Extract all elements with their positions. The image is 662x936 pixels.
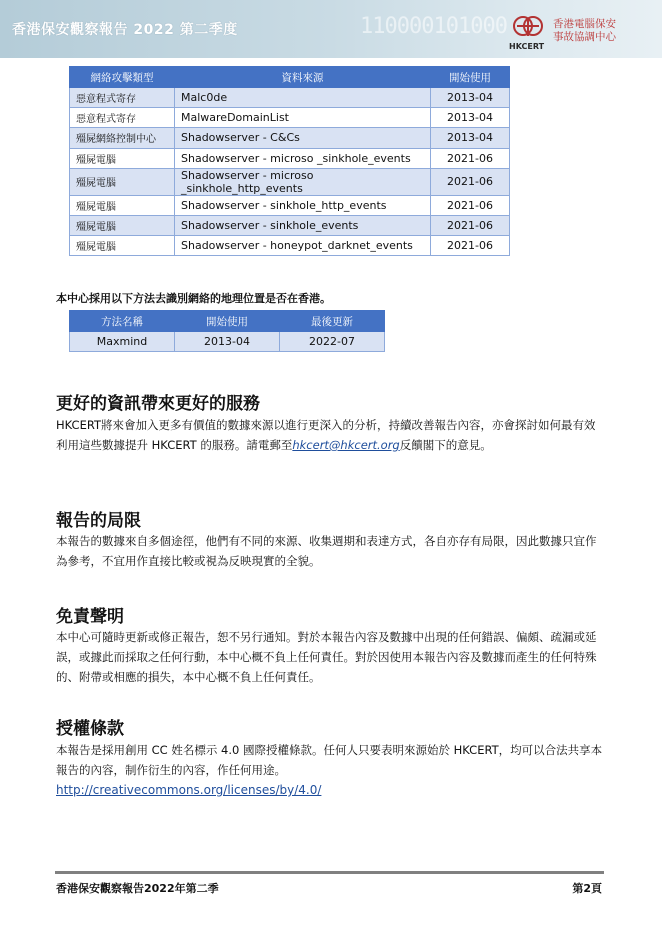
section-text-disclaimer: 本中心可隨時更新或修正報告，恕不另行通知。對於本報告內容及數據中出現的任何錯誤、偏頗、疏漏或延誤，或據此而採取之任何行動，本中心概不負上任何責任。對於因使用本報告內容及數據而產生的任何特殊的、附帶或相應的損失，本中心概不負上任何責任。 [56,630,597,684]
logo-cn-line1: 香港電腦保安 [553,18,616,30]
table-row [70,108,510,128]
cell-source: Shadowserver - microso _sinkhole_http_events [175,168,431,195]
col-header-method: 方法名稱 [70,311,175,332]
cell-attack-type: 殭屍網絡控制中心 [70,128,175,148]
table-header-row [70,311,385,332]
cell-start: 2013-04 [431,88,510,108]
logo-hkcert-text: HKCERT [509,42,545,51]
col-header-source: 資料來源 [175,67,431,88]
header-title: 香港保安觀察報告 2022 第二季度 [12,22,238,38]
cell-source: MalwareDomainList [175,108,431,128]
cell-method: Maxmind [70,332,175,352]
cell-updated: 2022-07 [280,332,385,352]
cell-start: 2021-06 [431,168,510,195]
cell-start: 2013-04 [175,332,280,352]
cell-source: Malc0de [175,88,431,108]
license-link[interactable]: http://creativecommons.org/licenses/by/4.0/ [56,783,322,797]
cell-source: Shadowserver - C&Cs [175,128,431,148]
section-heading-limitations: 報告的局限 [56,511,141,531]
cell-attack-type: 殭屍電腦 [70,195,175,215]
section-text-better-info [56,415,606,455]
footer-divider [55,871,604,874]
cell-source: Shadowserver - sinkhole_http_events [175,195,431,215]
geo-method-table [69,310,385,352]
cell-start: 2013-04 [431,108,510,128]
section-text-limitations: 本報告的數據來自多個途徑，他們有不同的來源、收集週期和表達方式，各自亦存有局限，因此數據只宜作為參考，不宜用作直接比較或視為反映現實的全貌。 [56,534,597,568]
cell-attack-type: 殭屍電腦 [70,215,175,235]
header-banner [0,0,662,58]
table-row [70,332,385,352]
hkcert-logo [507,12,652,52]
table-row [70,168,510,195]
col-header-attack-type: 網絡攻擊類型 [70,67,175,88]
cell-attack-type: 惡意程式寄存 [70,88,175,108]
col-header-updated: 最後更新 [280,311,385,332]
cell-attack-type: 殭屍電腦 [70,148,175,168]
cell-source: Shadowserver - sinkhole_events [175,215,431,235]
section-heading-disclaimer: 免責聲明 [56,607,124,627]
footer-page-number: 第2頁 [572,882,602,895]
footer-report-title: 香港保安觀察報告2022年第二季 [56,882,219,895]
table-header-row [70,67,510,88]
cell-start: 2021-06 [431,236,510,256]
col-header-start: 開始使用 [175,311,280,332]
table-row [70,215,510,235]
table-row [70,128,510,148]
table-row [70,236,510,256]
contact-email-link[interactable]: hkcert@hkcert.org [292,438,400,452]
cell-start: 2021-06 [431,148,510,168]
cell-start: 2021-06 [431,195,510,215]
table-row [70,195,510,215]
col-header-start: 開始使用 [431,67,510,88]
cell-attack-type: 殭屍電腦 [70,168,175,195]
better-info-text: HKCERT將來會加入更多有價值的數據來源以進行更深入的分析，持續改善報告內容，亦會探討如何最有效利用這些數據提升 HKCERT 的服務。請電郵至 [56,418,596,452]
logo-cn-line2: 事故協調中心 [553,31,616,43]
section-heading-license: 授權條款 [56,719,124,739]
cell-attack-type: 惡意程式寄存 [70,108,175,128]
better-info-text-end: 反饋閣下的意見。 [399,438,492,452]
cell-start: 2021-06 [431,215,510,235]
section-heading-better-info: 更好的資訊帶來更好的服務 [56,394,260,414]
section-text-license: 本報告是採用創用 CC 姓名標示 4.0 國際授權條款。任何人只要表明來源始於 HKCERT，均可以合法共享本報告的內容，制作衍生的內容，作任何用途。 [56,743,603,777]
hkcert-logo-icon [511,14,547,42]
cell-source: Shadowserver - microso _sinkhole_events [175,148,431,168]
cell-attack-type: 殭屍電腦 [70,236,175,256]
table-row [70,88,510,108]
cell-source: Shadowserver - honeypot_darknet_events [175,236,431,256]
data-source-table [69,66,510,256]
table-row [70,148,510,168]
header-binary-decoration: 110000101000 [360,14,507,39]
cell-start: 2013-04 [431,128,510,148]
geo-method-note: 本中心採用以下方法去識別網絡的地理位置是否在香港。 [56,292,331,305]
logo-chinese-name [553,18,616,44]
